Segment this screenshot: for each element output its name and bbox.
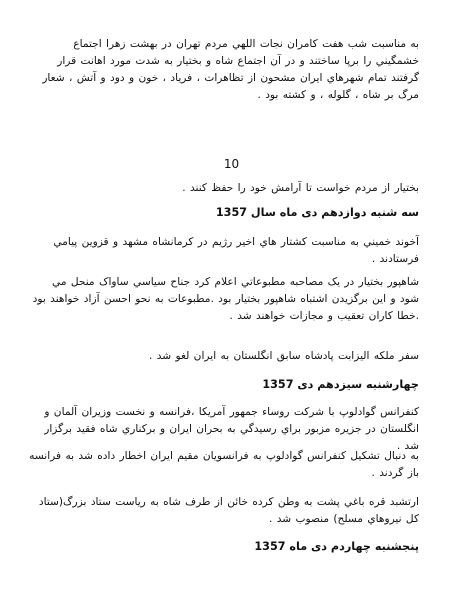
paragraph-1: به مناسبت شب هفت کامران نجات اللهي مردم تهران در بهشت زهرا اجتماع خشمگيني را برپا ساختند و در آن اجتماع شاه و بختيار به شدت مورد اهانت قرار گرفتند تمام شهرهاي ايران مشحون از تظاهرات ، فرياد ، خون و دود و آتش ، شعار مرگ بر شاه ، گلوله ، و کشته بود .: [42, 38, 419, 101]
heading-3: پنجشنبه چهاردم دی ماه 1357: [254, 540, 419, 553]
paragraph-4: شاهپور بختيار در يک مصاحبه مطبوعاتي اعلام کرد جناح سياسي ساواک منحل مي شود و اين برگزيدن اشتباه شاهپور بختيار بود .مطبوعات به نحو احسن آزاد خواهند بود .خطا کاران تعقيب و مجازات خواهند شد .: [32, 276, 419, 322]
heading-1: سه شنبه دوازدهم دی ماه سال 1357: [215, 206, 419, 219]
paragraph-3: آخوند خميني به مناسبت کشتار هاي اخير رژيم در کرمانشاه مشهد و قزوين پيامي فرستادند .: [53, 236, 419, 265]
paragraph-5: سفر ملکه اليزابت پادشاه سابق انگلستان به ايران لغو شد .: [148, 350, 419, 362]
heading-2: چهارشنبه سيزدهم دی 1357: [262, 378, 419, 391]
page-number: 10: [223, 157, 240, 171]
paragraph-7: به دنبال تشکيل کنفرانس گوادلوپ به فرانسويان مقيم ايران اخطار داده شد به فرانسه باز گردند .: [29, 450, 419, 479]
paragraph-8: ارتشبد قره باغي پشت به وطن کرده خائن از طرف شاه به رياست ستاد بزرگ(ستاد کل نيروهاي مسلح) منصوب شد .: [38, 496, 419, 525]
paragraph-2: بختيار از مردم خواست تا آرامش خود را حفظ کنند .: [182, 182, 419, 194]
paragraph-6: کنفرانس گوادلوپ با شرکت روساء جمهور آمريکا ،فرانسه و نخست وزيران آلمان و انگلستان در جزيره مزبور براي رسيدگي به بحران ايران و برکناري شاه فقيد برگزار شد .: [44, 406, 419, 452]
